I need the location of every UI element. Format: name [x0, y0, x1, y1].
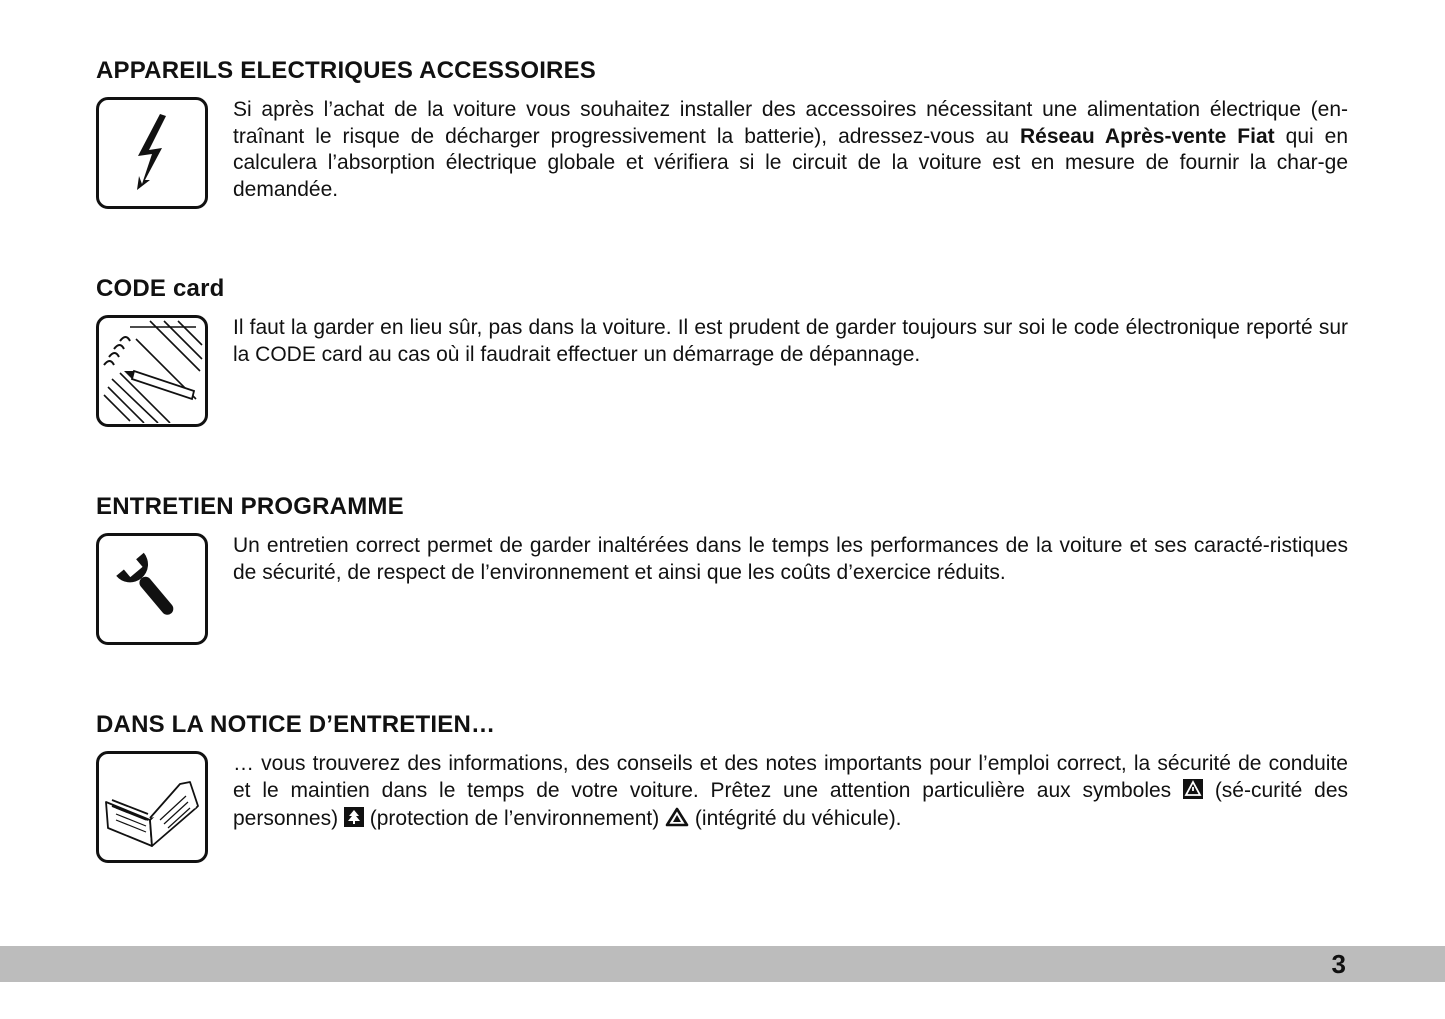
section-maintenance-notice	[96, 711, 1348, 871]
lightning-bolt-icon	[96, 97, 208, 209]
section-body	[96, 533, 1348, 653]
person-safety-icon	[1183, 779, 1203, 807]
section-text: Il faut la garder en lieu sûr, pas dans la voiture. Il est prudent de garder toujours sur soi le code électronique reporté sur la CODE card au cas où il faudrait effectuer un démarrage de dépannage.	[233, 316, 1348, 366]
fiat-network-label: Réseau Après-vente Fiat	[1020, 124, 1275, 148]
wrench-icon	[96, 533, 208, 645]
section-title: ENTRETIEN PROGRAMME	[96, 493, 404, 520]
section-title: CODE card	[96, 275, 225, 302]
section-title: DANS LA NOTICE D’ENTRETIEN…	[96, 711, 496, 738]
footer-bar	[0, 946, 1445, 982]
section-body	[96, 751, 1348, 871]
section-code-card	[96, 275, 1348, 435]
page-number: 3	[1331, 949, 1346, 979]
open-book-icon	[96, 751, 208, 863]
section-body	[96, 97, 1348, 217]
notebook-pencil-icon	[96, 315, 208, 427]
section-text: Si après l’achat de la voiture vous souhaitez installer des accessoires nécessitant une alimentation électrique (en-traînant le risque de décharger progressivement la batterie), adressez-vous au Réseau Après-vente Fiat qui en calculera l’absorption électrique globale et vérifiera si le circuit de la voiture est en mesure de fournir la char-ge demandée.	[233, 98, 1349, 201]
section-text: Un entretien correct permet de garder inaltérées dans le temps les performances de la voiture et ses caracté-ristiques de sécurité, de respect de l’environnement et ainsi que les coûts d’exercice réduits.	[233, 534, 1348, 584]
section-text: … vous trouverez des informations, des conseils et des notes importants pour l’emploi correct, la sécurité de conduite et le maintien dans le temps de votre voiture. Prêtez une attention particulière aux symboles (sé-curité des personnes) (protection de l’environnement) (intégrité du véhicule).	[233, 751, 1348, 835]
vehicle-integrity-icon	[665, 807, 689, 835]
section-title: APPAREILS ELECTRIQUES ACCESSOIRES	[96, 57, 597, 84]
section-scheduled-maintenance	[96, 493, 1348, 653]
section-body	[96, 315, 1348, 435]
section-electrical-accessories	[96, 57, 1348, 217]
environment-protection-icon	[344, 807, 364, 835]
